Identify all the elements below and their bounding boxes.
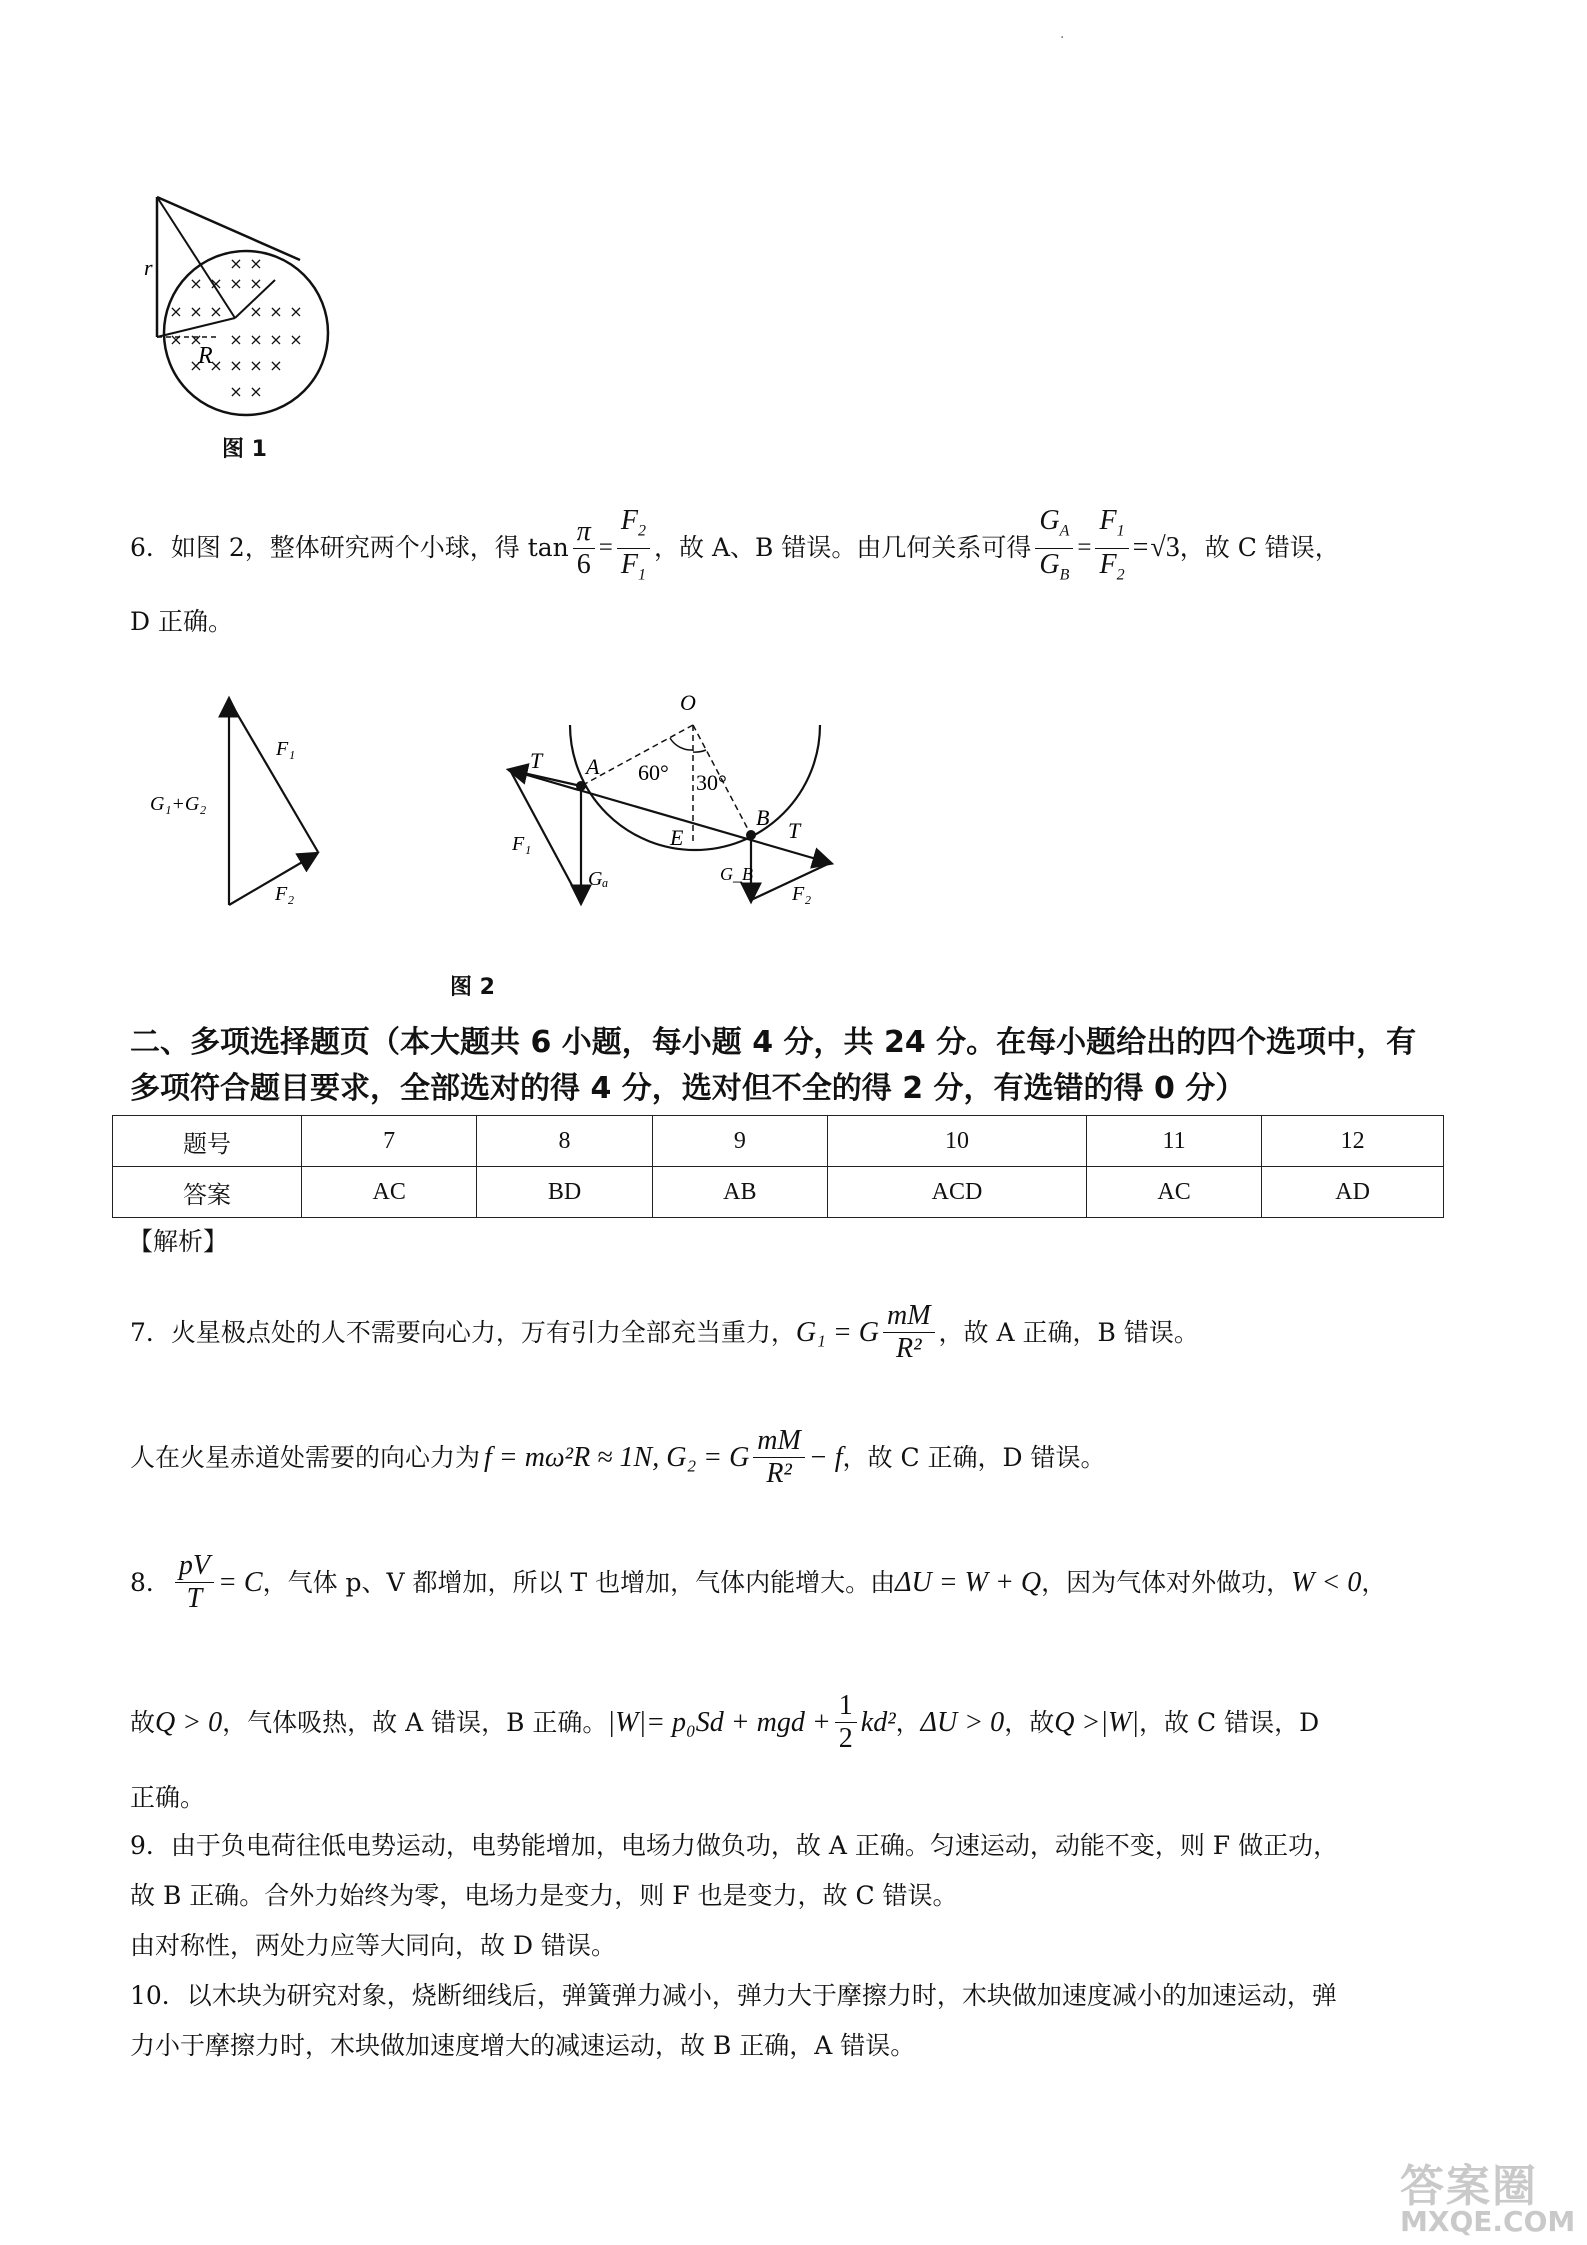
label-T-right: T (788, 818, 801, 843)
q8-line1 (130, 1550, 1386, 1615)
table-cell: AC (302, 1167, 477, 1218)
label-GB: G_B (720, 864, 753, 884)
q7-line2-frac-den: R² (766, 1458, 792, 1489)
table-cell: AB (652, 1167, 827, 1218)
q6-line1: 6．如图 2，整体研究两个小球，得 tan $\frac{\pi}{6}$ = $\frac{F_2}{F_1}$ ，故 A、B 错误。由几何关系可得 $\frac{G_A}{G_B}$ = $\frac{F_1}{F_2}$ = √3 ，故 C 错误， (130, 505, 1340, 584)
q8-l2-d: ，故 (1004, 1707, 1055, 1737)
svg-text:×: × (189, 302, 203, 321)
q6-frac4-den-sub: 2 (1116, 566, 1125, 584)
table-cell: ACD (827, 1167, 1086, 1218)
label-F1: F₁ (512, 833, 532, 855)
q9-line1: 9．由于负电荷往低电势运动，电势能增加，电场力做负功，故 A 正确。匀速运动，动能不变，则 F 做正功， (130, 1831, 1339, 1860)
watermark-url: MXQE.COM (1400, 2205, 1576, 2238)
section2-title-line1: 二、多项选择题页（本大题共 6 小题，每小题 4 分，共 24 分。在每小题给出的四个选项中，有 (130, 1025, 1417, 1060)
answer-table (112, 1115, 1444, 1218)
q7-line2-tail: − f (808, 1441, 843, 1473)
watermark-logo: 答案圈 (1400, 2161, 1538, 2212)
q8-text1: ，气体 p、V 都增加，所以 T 也增加，气体内能增大。由 (262, 1567, 896, 1597)
q8-frac-den: T (186, 1583, 203, 1614)
q6-frac1-den: 6 (576, 548, 591, 580)
svg-text:×: × (229, 254, 243, 273)
svg-text:×: × (229, 330, 243, 349)
table-cell: 9 (652, 1116, 827, 1167)
q6-frac1-num: π (573, 516, 595, 549)
q8-l2-f4: ΔU > 0 (920, 1706, 1005, 1738)
q6-frac2-den: F (620, 548, 639, 580)
q8-line2 (130, 1690, 1319, 1755)
label-B: B (756, 805, 770, 830)
q8-prefix: 8． (130, 1567, 171, 1597)
label-F2: F₂ (792, 883, 812, 905)
q7-line2-end: ，故 C 正确，D 错误。 (842, 1442, 1106, 1472)
q7-line2-frac-num: mM (753, 1425, 805, 1458)
q7-frac-den: R² (896, 1333, 922, 1364)
table-cell: AC (1086, 1167, 1261, 1218)
table-header-number: 题号 (113, 1116, 302, 1167)
q8-l2-b: ，气体吸热，故 A 错误，B 正确。 (222, 1707, 608, 1737)
svg-text:×: × (249, 382, 263, 401)
q8-half-den: 2 (838, 1723, 853, 1754)
svg-text:×: × (269, 330, 283, 349)
svg-text:×: × (209, 356, 223, 375)
q7-line2-text: 人在火星赤道处需要的向心力为 (130, 1442, 481, 1472)
q6-frac2-num: F (620, 505, 639, 536)
table-cell: 12 (1262, 1116, 1444, 1167)
label-r: r (144, 255, 153, 280)
q8-eq-c: = C (218, 1566, 263, 1598)
q8-l2-f5: Q >|W| (1054, 1706, 1140, 1738)
q6-end: ，故 C 错误， (1179, 533, 1340, 563)
q8-l2-c: ， (895, 1707, 921, 1737)
q7-formula: G₁ = G (795, 1316, 879, 1348)
svg-text:×: × (269, 356, 283, 375)
svg-text:×: × (249, 330, 263, 349)
label-A: A (586, 754, 600, 779)
q8-frac-num: pV (175, 1550, 214, 1583)
q7-line2 (130, 1425, 1106, 1490)
svg-text:×: × (189, 274, 203, 293)
svg-text:×: × (289, 302, 303, 321)
q8-formula2: W < 0 (1291, 1566, 1362, 1598)
table-cell: 7 (302, 1116, 477, 1167)
analysis-label: 【解析】 (128, 1227, 229, 1256)
figure-1 (140, 185, 340, 425)
table-cell: AD (1262, 1167, 1444, 1218)
q6-frac3-num-sub: A (1059, 522, 1070, 540)
svg-text:×: × (209, 274, 223, 293)
q8-formula1: ΔU = W + Q (895, 1566, 1042, 1598)
q8-l2-e: ，故 C 错误，D (1139, 1707, 1320, 1737)
q10-line1: 10．以木块为研究对象，烧断细线后，弹簧弹力减小，弹力大于摩擦力时，木块做加速度减小的加速运动，弹 (130, 1981, 1337, 2010)
label-E: E (670, 825, 684, 850)
q7-end: ，故 A 正确，B 错误。 (938, 1317, 1199, 1347)
figure-1-caption: 图 1 (222, 437, 267, 462)
q10-line2: 力小于摩擦力时，木块做加速度增大的减速运动，故 B 正确，A 错误。 (130, 2031, 916, 2060)
label-T-left: T (530, 748, 543, 773)
svg-text:×: × (229, 356, 243, 375)
table-cell: BD (477, 1167, 652, 1218)
q6-frac2-num-sub: 2 (638, 522, 647, 540)
label-30: 30° (696, 770, 727, 795)
table-row (113, 1116, 1444, 1167)
q9-line2: 故 B 正确。合外力始终为零，电场力是变力，则 F 也是变力，故 C 错误。 (130, 1881, 958, 1910)
q6-frac3-num: G (1039, 505, 1060, 536)
q8-half-num: 1 (835, 1690, 857, 1723)
svg-text:×: × (249, 274, 263, 293)
table-cell: 8 (477, 1116, 652, 1167)
q6-frac3-den-sub: B (1059, 566, 1070, 584)
q6-frac4-num: F (1099, 505, 1117, 536)
svg-text:×: × (189, 330, 203, 349)
svg-text:×: × (209, 302, 223, 321)
q8-l2-f3: kd² (860, 1706, 896, 1738)
table-cell: 11 (1086, 1116, 1261, 1167)
svg-text:×: × (169, 302, 183, 321)
tri-label-f1: F₁ (276, 738, 296, 760)
q7-text: 7．火星极点处的人不需要向心力，万有引力全部充当重力， (130, 1317, 796, 1347)
svg-text:×: × (229, 274, 243, 293)
q6-frac2-den-sub: 1 (638, 566, 647, 584)
svg-text:×: × (249, 356, 263, 375)
label-GA: Gₐ (588, 868, 609, 890)
q8-l2-f1: Q > 0 (155, 1706, 223, 1738)
table-cell: 10 (827, 1116, 1086, 1167)
label-O: O (680, 690, 696, 715)
q6-frac4-num-sub: 1 (1116, 522, 1125, 540)
label-60: 60° (638, 760, 669, 785)
q6-mid: ，故 A、B 错误。由几何关系可得 (654, 533, 1032, 563)
tri-label-f2: F₂ (275, 883, 295, 905)
q6-frac4-den: F (1099, 548, 1117, 580)
section2-title-line2: 多项符合题目要求，全部选对的得 4 分，选对但不全的得 2 分，有选错的得 0 分） (130, 1071, 1246, 1106)
q8-comma: ， (1361, 1567, 1387, 1597)
figure-2-caption: 图 2 (450, 975, 495, 1000)
q7-line2-formula: f = mω²R ≈ 1N, G₂ = G (484, 1441, 750, 1473)
top-dot: · (1060, 30, 1065, 46)
q7-line1 (130, 1300, 1199, 1365)
tri-label-g: G₁+G₂ (150, 793, 207, 815)
bowl-arc (570, 725, 820, 850)
q8-l2-f2: |W|= p₀Sd + mgd + (607, 1706, 831, 1738)
svg-text:×: × (249, 254, 263, 273)
table-header-answer: 答案 (113, 1167, 302, 1218)
q8-text2: ，因为气体对外做功， (1041, 1567, 1292, 1597)
q6-sqrt: √3 (1150, 532, 1180, 564)
q7-frac-num: mM (883, 1300, 935, 1333)
q8-line3: 正确。 (130, 1783, 206, 1812)
q6-frac3-den: G (1039, 548, 1060, 580)
label-R: R (198, 343, 213, 369)
svg-text:×: × (289, 330, 303, 349)
q8-l2-a: 故 (130, 1707, 156, 1737)
q6-prefix: 6．如图 2，整体研究两个小球，得 tan (130, 533, 569, 563)
q6-line2: D 正确。 (130, 607, 233, 636)
svg-text:×: × (189, 356, 203, 375)
q9-line3: 由对称性，两处力应等大同向，故 D 错误。 (130, 1931, 616, 1960)
svg-text:×: × (249, 302, 263, 321)
table-row (113, 1167, 1444, 1218)
svg-text:×: × (169, 330, 183, 349)
svg-text:×: × (269, 302, 283, 321)
svg-text:×: × (229, 382, 243, 401)
figure-2 (140, 680, 860, 930)
